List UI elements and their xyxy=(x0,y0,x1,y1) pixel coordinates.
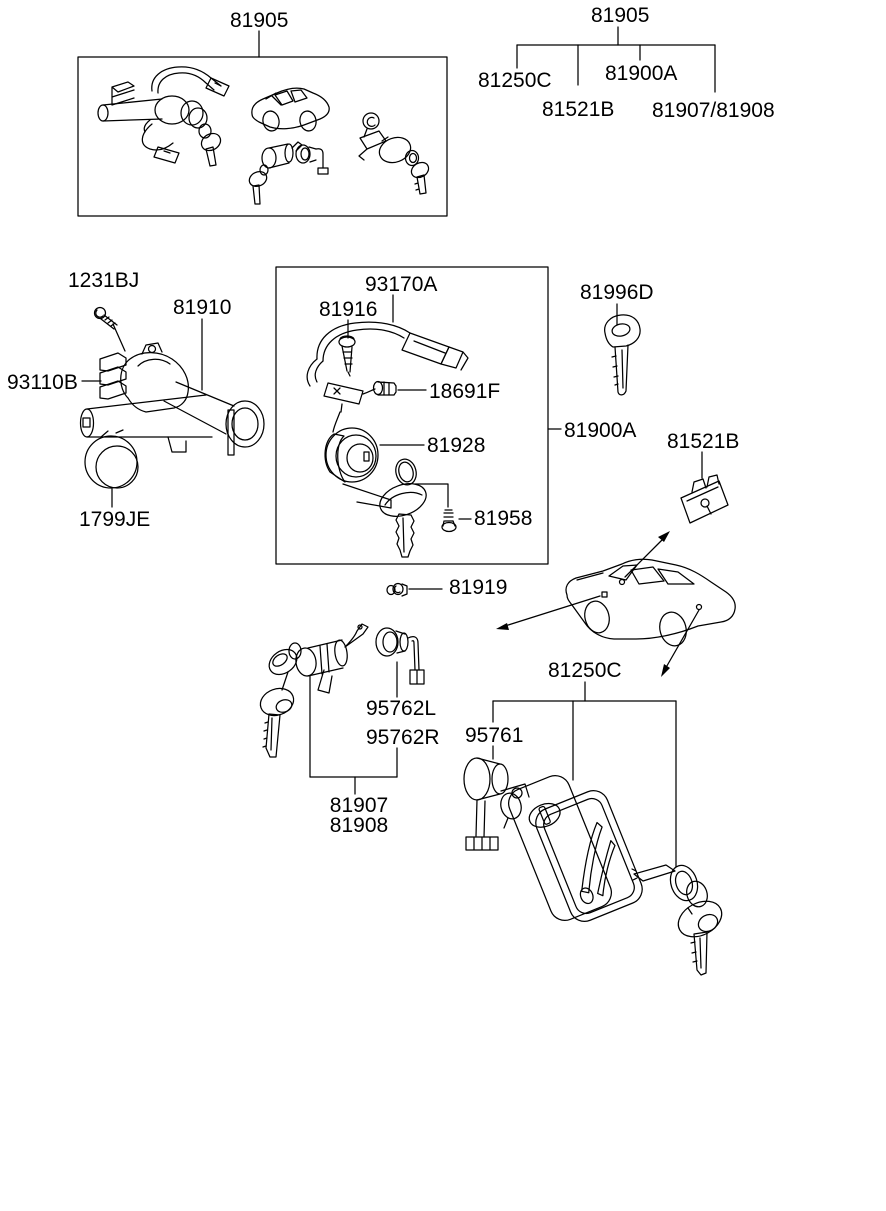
label-93110b: 93110B xyxy=(7,371,78,394)
trunk-bracket-lines xyxy=(493,682,676,867)
kit-trunk-lock-drawing xyxy=(359,113,431,194)
trunk-cylinder-drawing xyxy=(498,784,529,828)
label-1799je: 1799JE xyxy=(79,508,151,531)
label-95761: 95761 xyxy=(465,724,524,747)
label-tree-81900a: 81900A xyxy=(605,62,678,85)
leader-1231bj xyxy=(113,324,125,351)
leader-81958-bracket xyxy=(415,484,448,507)
door-lock-drawing xyxy=(257,624,368,757)
lamp-plug-drawing xyxy=(374,382,427,396)
label-93170a: 93170A xyxy=(365,273,438,296)
label-81521b: 81521B xyxy=(667,430,740,453)
label-81908: 81908 xyxy=(329,814,389,837)
label-81900a: 81900A xyxy=(564,419,637,442)
screw-1231bj-drawing xyxy=(95,308,126,352)
label-tree-root-81905: 81905 xyxy=(591,4,650,27)
label-95762r: 95762R xyxy=(366,726,440,749)
glovebox-lock-drawing xyxy=(681,452,728,523)
label-tree-81521b: 81521B xyxy=(542,98,615,121)
label-81928: 81928 xyxy=(427,434,486,457)
door-actuator-drawing xyxy=(376,628,424,684)
label-95762l: 95762L xyxy=(366,697,437,720)
trunk-garnish-drawing xyxy=(504,771,647,926)
steering-lock-drawing xyxy=(81,319,265,455)
label-18691f: 18691F xyxy=(429,380,501,403)
label-81958: 81958 xyxy=(474,507,533,530)
label-kit-81905: 81905 xyxy=(230,9,289,32)
label-81907-81908-stack xyxy=(329,796,389,836)
label-81919: 81919 xyxy=(449,576,508,599)
label-81250c: 81250C xyxy=(548,659,622,682)
label-81916: 81916 xyxy=(319,298,378,321)
marker-door-lock-location xyxy=(602,592,607,597)
label-81907: 81907 xyxy=(329,794,389,817)
band-clamp-drawing xyxy=(85,430,138,507)
marker-trunk-lock-location xyxy=(697,605,702,610)
screw-81919-drawing xyxy=(387,584,442,597)
label-tree-81250c: 81250C xyxy=(478,69,552,92)
label-81996d: 81996D xyxy=(580,281,654,304)
marker-ignition-location xyxy=(620,580,625,585)
trunk-actuator-drawing xyxy=(464,758,508,850)
key-blank-drawing xyxy=(605,304,640,395)
screw-81958-drawing xyxy=(415,484,471,532)
screw-81916-drawing xyxy=(339,320,355,376)
trunk-keys-drawing xyxy=(632,862,728,975)
kit-door-lock-drawing xyxy=(247,142,328,204)
kit-ignition-lock-drawing xyxy=(98,67,229,166)
ignition-cylinder-drawing xyxy=(325,428,431,557)
label-1231bj: 1231BJ xyxy=(68,269,140,292)
kit-car-silhouette xyxy=(252,88,329,132)
label-tree-81907-81908: 81907/81908 xyxy=(652,99,775,122)
label-81910: 81910 xyxy=(173,296,232,319)
arrow-to-trunk-lock xyxy=(661,610,699,677)
car-silhouette-main xyxy=(566,559,735,648)
